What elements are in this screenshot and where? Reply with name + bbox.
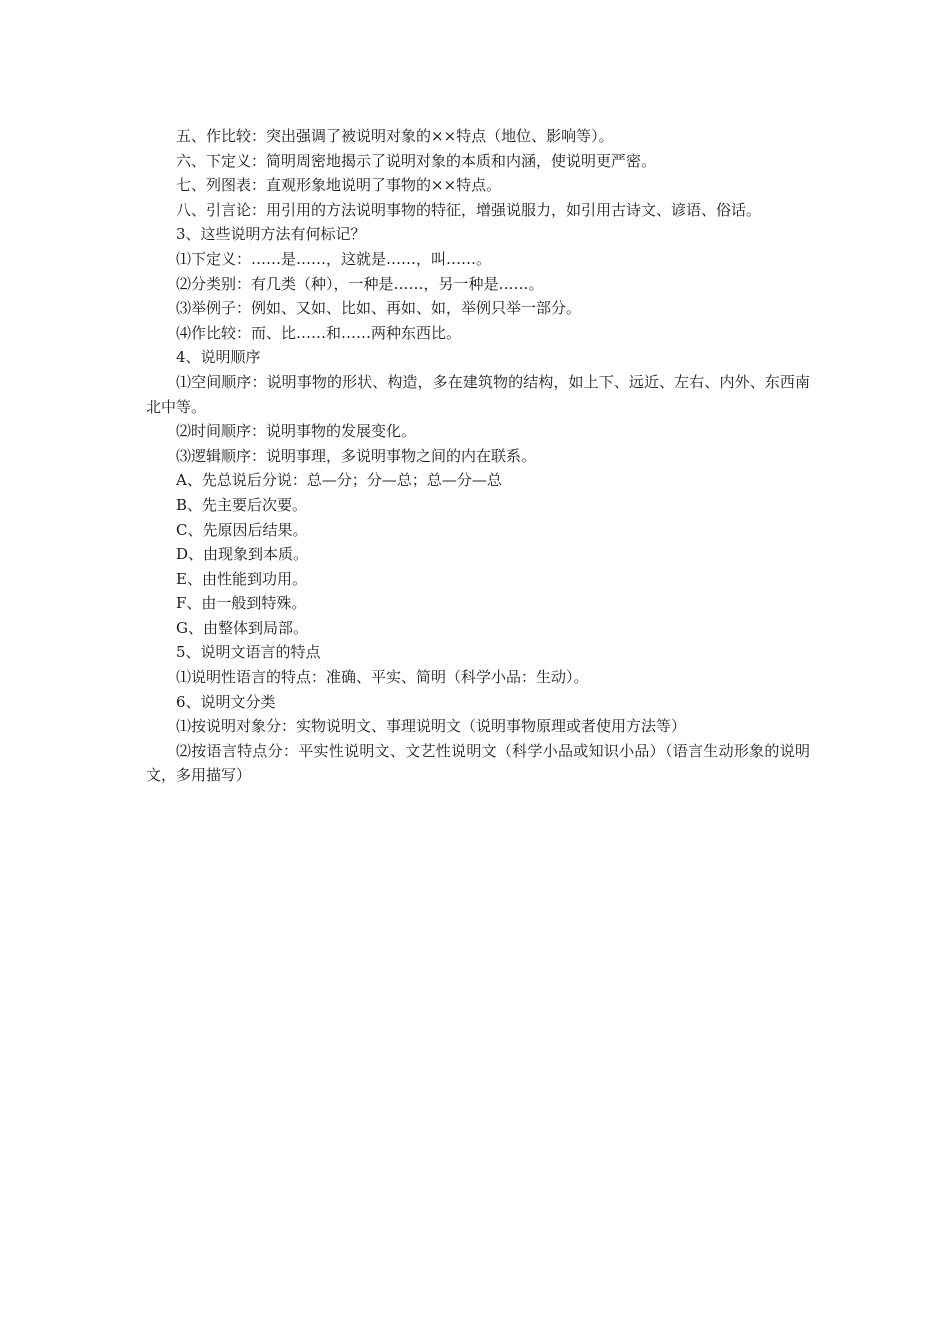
section-heading: 3、这些说明方法有何标记？: [176, 225, 366, 244]
document-page: [146, 124, 810, 788]
text-line: ⑵分类别：有几类（种），一种是……，另一种是……。: [176, 274, 544, 293]
text-line: ⑴按说明对象分：实物说明文、事理说明文（说明事物原理或者使用方法等）: [176, 717, 687, 736]
list-item: G、由整体到局部。: [176, 618, 308, 637]
text-line: ⑷作比较：而、比……和……两种东西比。: [176, 323, 462, 342]
text-line: ⑶逻辑顺序：说明事理，多说明事物之间的内在联系。: [176, 446, 537, 465]
list-item: D、由现象到本质。: [176, 545, 309, 564]
section-heading: 6、说明文分类: [176, 692, 276, 711]
list-item: A、先总说后分说：总—分；分—总；总—分—总: [176, 471, 502, 490]
list-item: E、由性能到功用。: [176, 569, 307, 588]
text-paragraph: ⑴空间顺序：说明事物的形状、构造，多在建筑物的结构，如上下、远近、左右、内外、东西南北中等。: [146, 372, 810, 416]
list-item: F、由一般到特殊。: [176, 594, 307, 613]
text-line: 五、作比较：突出强调了被说明对象的××特点（地位、影响等）。: [176, 127, 614, 145]
text-line: 八、引言论：用引用的方法说明事物的特征，增强说服力，如引用古诗文、谚语、俗话。: [176, 200, 762, 219]
text-line: 六、下定义：简明周密地揭示了说明对象的本质和内涵，使说明更严密。: [176, 151, 657, 170]
text-paragraph: ⑵按语言特点分：平实性说明文、文艺性说明文（科学小品或知识小品）（语言生动形象的说明文，多用描写）: [146, 741, 810, 785]
text-line: ⑴下定义：……是……，这就是……，叫……。: [176, 249, 492, 268]
section-heading: 5、说明文语言的特点: [176, 643, 321, 662]
text-line: ⑶举例子：例如、又如、比如、再如、如，举例只举一部分。: [176, 299, 582, 318]
list-item: B、先主要后次要。: [176, 495, 308, 514]
text-line: ⑵时间顺序：说明事物的发展变化。: [176, 422, 417, 441]
list-item: C、先原因后结果。: [176, 520, 308, 539]
text-line: 七、列图表：直观形象地说明了事物的××特点。: [176, 176, 502, 195]
text-line: ⑴说明性语言的特点：准确、平实、简明（科学小品：生动）。: [176, 668, 589, 687]
section-heading: 4、说明顺序: [176, 348, 261, 367]
